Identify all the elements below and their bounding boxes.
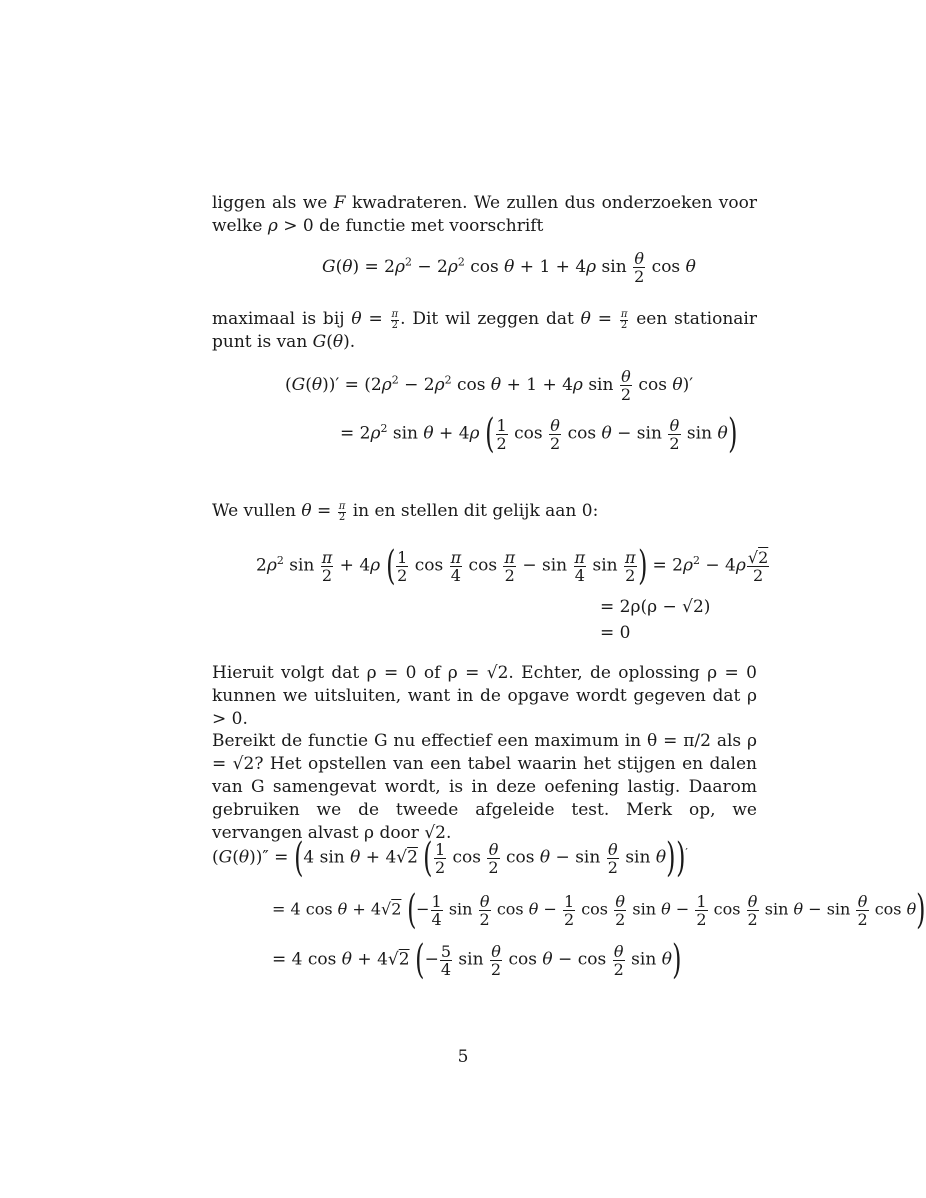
equation-2-line-2: = $2\rho^2$ sin θ + 4ρ ( $\frac{1}{2}$ cos $\frac{\theta}{2}$ cos θ − sin $\frac{\theta}{2}$ sin θ) [340, 411, 738, 457]
paragraph-2: maximaal is bij θ = $\frac{\pi}{2}$ . Dit wil zeggen dat θ = $\frac{\pi}{2}$ een stationair punt is van G(θ). [212, 309, 757, 352]
equation-3-line-2: = 2ρ(ρ − √2) [600, 597, 711, 617]
equation-4-line-2: = 4 cos θ + 4√2 (− $\frac{1}{4}$ sin $\frac{\theta}{2}$ cos θ − $\frac{1}{2}$ cos $\frac{\theta}{2}$ sin θ − $\frac{1}{2}$ cos $\frac{\theta}{2}$ sin θ − sin $\frac{\theta}{2}$ cos θ) [272, 887, 926, 933]
equation-4-line-3: = 4 cos θ + 4√2 (− $\frac{5}{4}$ sin $\frac{\theta}{2}$ cos θ − cos $\frac{\theta}{2}$ sin θ) [272, 937, 682, 983]
para1-text: liggen als we F kwadrateren. We zullen dus onderzoeken voor welke ρ > 0 de functie met voorschrift [212, 193, 757, 236]
equation-2-line-1: $(G(\theta))' = (2\rho^2 - 2\rho^2$ cos θ + 1 + 4ρ sin $\frac{\theta}{2}$ cos θ)′ [285, 367, 694, 404]
paragraph-1 [212, 192, 757, 238]
equation-3-line-3: = 0 [600, 623, 631, 643]
equation-4-line-1: (G(θ))″ = (4 sin θ + 4√2 ( $\frac{1}{2}$ cos $\frac{\theta}{2}$ cos θ − sin $\frac{\theta}{2}$ sin θ))′ [212, 835, 688, 881]
paragraph-5: Bereikt de functie G nu effectief een maximum in θ = π/2 als ρ = √2? Het opstellen van een tabel waarin het stijgen en dalen van G samengevat wordt, is in deze oefening lastig. Daarom gebruiken we de tweede afgeleide test. Merk op, we vervangen alvast ρ door √2. [212, 731, 757, 843]
equation-1: $G(\theta) = 2\rho^2 - 2\rho^2$ cos θ + 1 + 4ρ sin $\frac{\theta}{2}$ cos θ [322, 249, 696, 286]
equation-3-line-1: $2\rho^2$ sin $\frac{\pi}{2}$ + 4ρ ( $\frac{1}{2}$ cos $\frac{\pi}{4}$ cos $\frac{\pi}{2}$ − sin $\frac{\pi}{4}$ sin $\frac{\pi}{2}$ ) = $2\rho^2 - 4\rho$ $\frac{√2}{2}$ [256, 543, 769, 589]
page-number: 5 [457, 1047, 469, 1067]
paragraph-3: We vullen θ = $\frac{\pi}{2}$ in en stellen dit gelijk aan 0: [212, 501, 599, 523]
paragraph-4: Hieruit volgt dat ρ = 0 of ρ = √2. Echter, de oplossing ρ = 0 kunnen we uitsluiten, want in de opgave wordt gegeven dat ρ > 0. [212, 663, 757, 729]
